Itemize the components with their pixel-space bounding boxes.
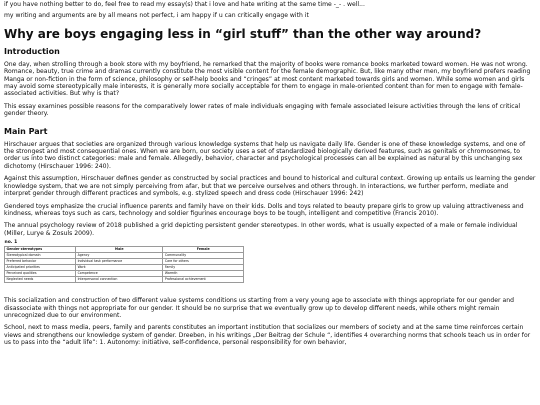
main-paragraph-6: School, next to mass media, peers, family and parents constitutes an important institution that socializes our members of society and at the same time reinforces certain views and strengthens our knowledge system of gender. Dreeben, in his writings „Der Beitrag der Schule “, identifies 4 overarching norms that schools teach us in order for us to pass into the “adult life”: 1. Autonomy: initiative, self-confidence, personal responsibility for own behavior, bbox=[4, 324, 531, 347]
main-paragraph-4: The annual psychology review of 2018 published a grid depicting persistent gender stereotypes. In other words, what is usually expected of a male or female individual (Miller, Lurye & Zosuls 2009). bbox=[4, 222, 518, 237]
table-cell: Neglected needs bbox=[5, 277, 76, 283]
table-header-male: Male bbox=[76, 247, 163, 253]
table-row bbox=[5, 277, 244, 283]
intro-paragraph-1: One day, when strolling through a book store with my boyfriend, he remarked that the majority of books were romance books marketed toward women. He was not wrong. Romance, beauty, true crime and dramas currently constitute the most visible content for the female demographic. But, like many other men, my boyfriend prefers reading Manga or non-fiction in the form of science, philosophy or self-help books and “cringes” at most content marketed towards girls and women. While some women and girls may avoid some stereotypically male interests, it is generally more socially acceptable for them to engage in male-oriented content than for men to engage with female-associated activities. But why is that? bbox=[4, 60, 531, 98]
main-part-heading: Main Part bbox=[4, 126, 48, 136]
main-paragraph-5: This socialization and construction of two different value systems conditions us starting from a very young age to associate with things appropriate for our gender and disassociate with things not appropriate for our gender. It should be no surprise that we eventually grow up to develop different needs, while others might remain unrecognized due to our environment. bbox=[4, 297, 514, 319]
intro-paragraph-2: This essay examines possible reasons for the comparatively lower rates of male individuals engaging with female associated leisure activities through the lens of critical gender theory. bbox=[4, 102, 521, 118]
main-paragraph-3: Gendered toys emphasize the crucial influence parents and family have on their kids. Dolls and toys related to beauty prepare girls to grow up valuing attractiveness and kindness, whereas toys such as cars, technology and soldier figurines encourage boys to be tough, intelligent and competitive (Francis 2010). bbox=[4, 202, 524, 217]
main-paragraph-1: Hirschauer argues that societies are organized through various knowledge systems that help us navigate daily life. Gender is one of these knowledge systems, and one of the strongest and most consequential ones. When we are born, our society uses a set of standardized biologically derived features, such as genitals or chromosomes, to order us into two distinct categories: male and female. Allegedly, behavior, character and psychological processes can all be explained as natural by this unchanging sex dichotomy (Hirschauer 1996: 240). bbox=[4, 140, 526, 170]
gender-stereotype-table bbox=[4, 240, 244, 283]
table-header-female: Female bbox=[163, 247, 244, 253]
table-cell: Individual task performance bbox=[76, 259, 163, 265]
essay-title: Why are boys engaging less in “girl stuff” than the other way around? bbox=[4, 26, 482, 41]
table-cell: Perceived qualities bbox=[5, 271, 76, 277]
preamble-line-1: if you have nothing better to do, feel free to read my essay(s) that i love and hate writing at the same time -_- . well... bbox=[4, 1, 365, 8]
introduction-heading: Introduction bbox=[4, 46, 60, 56]
table-cell: Care for others bbox=[163, 259, 244, 265]
table-cell: Warmth bbox=[163, 271, 244, 277]
table-cell: Competence bbox=[76, 271, 163, 277]
table-cell: Stereotypical domain bbox=[5, 253, 76, 259]
table-cell: Communality bbox=[163, 253, 244, 259]
table-number-label: no. 1 bbox=[5, 240, 76, 247]
table-cell: Interpersonal connection bbox=[76, 277, 163, 283]
table-cell: Professional achievement bbox=[163, 277, 244, 283]
table-cell: Preferred behavior bbox=[5, 259, 76, 265]
table-cell: Anticipated priorities bbox=[5, 265, 76, 271]
table-cell: Work bbox=[76, 265, 163, 271]
preamble-line-2: my writing and arguments are by all means not perfect, i am happy if u can critically engage with it bbox=[4, 12, 309, 20]
main-paragraph-2: Against this assumption, Hirschauer defines gender as constructed by social practices and bound to historical and cultural context. Growing up entails us learning the gender knowledge system, that we are not simply perceiving from afar, but that we perceive ourselves and others through. In interactions, we further perform, mediate and interpret gender through different practices and symbols, e.g. stylized speech and dress code (Hirschauer 1996: 242) bbox=[4, 175, 536, 198]
table-header-stereotypes: Gender stereotypes bbox=[5, 247, 76, 253]
table-cell: Agency bbox=[76, 253, 163, 259]
table-cell: Family bbox=[163, 265, 244, 271]
stereotype-table-wrapper bbox=[4, 240, 536, 283]
